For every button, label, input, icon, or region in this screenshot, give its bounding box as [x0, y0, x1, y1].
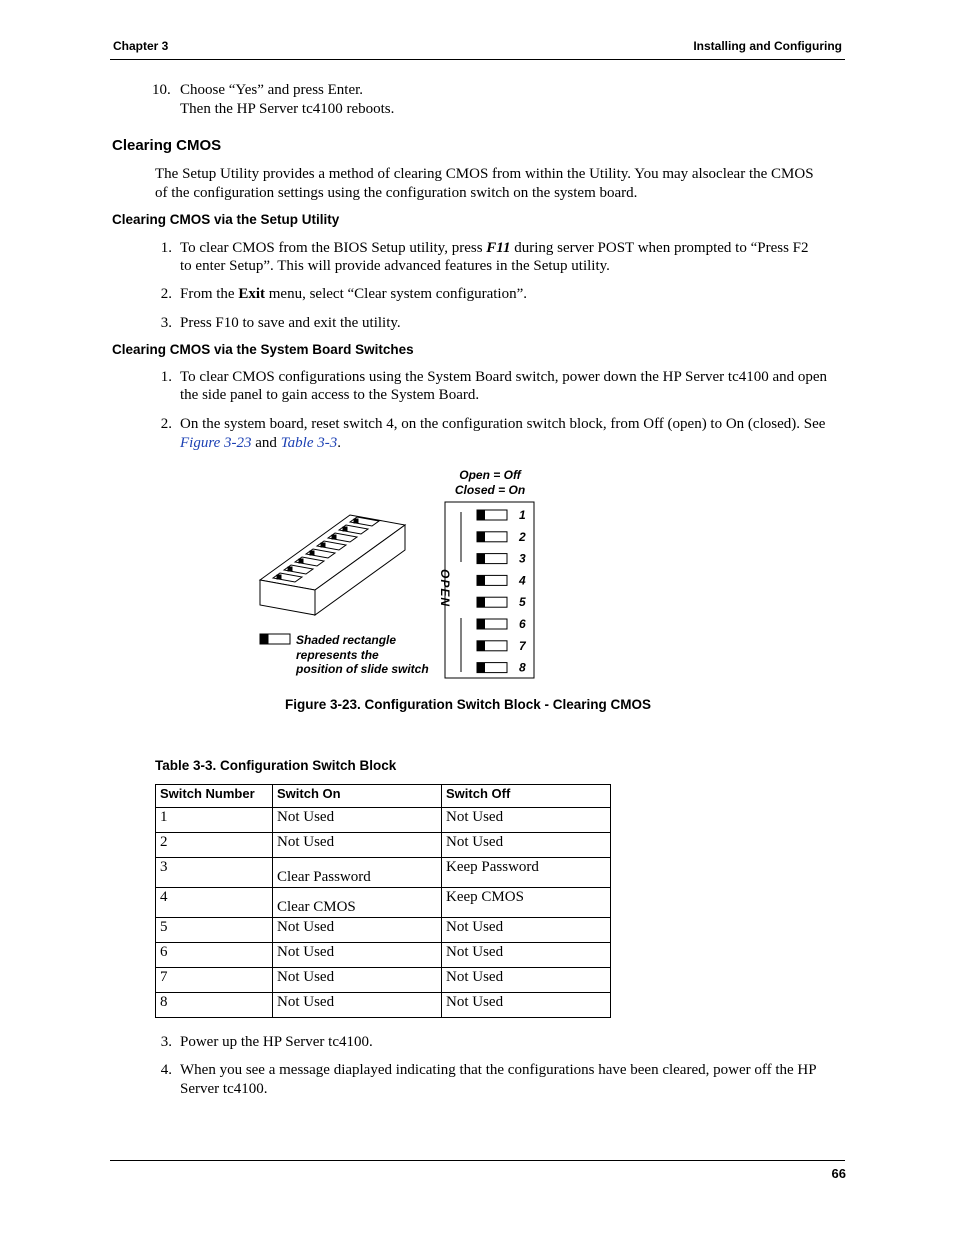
switch-number-label: 5: [519, 595, 526, 610]
switch-number-cell: 2: [156, 833, 273, 858]
switch-off-cell: Not Used: [442, 833, 611, 858]
column-header: Switch Off: [442, 785, 611, 808]
switch-on-cell: Not Used: [273, 833, 442, 858]
switch-number-label: 1: [519, 508, 526, 522]
step-text: Power up the HP Server tc4100.: [180, 1034, 373, 1050]
step-number: 1.: [160, 240, 172, 256]
step-text: to enter Setup”. This will provide advanced features in the Setup utility.: [180, 258, 610, 274]
step-text: Then the HP Server tc4100 reboots.: [180, 101, 395, 117]
step-number: 3.: [160, 1034, 172, 1050]
switch-off-cell: Not Used: [442, 918, 611, 943]
step-text: To clear CMOS from the BIOS Setup utility, press F11 during server POST when prompted to “Press F2: [180, 240, 809, 256]
switch-table: [155, 784, 611, 1018]
switch-number-cell: 7: [156, 968, 273, 993]
paragraph-line: The Setup Utility provides a method of clearing CMOS from within the Utility. You may alsoclear the CMOS: [155, 166, 814, 182]
switch-number-cell: 4: [156, 888, 273, 918]
step-text: From the Exit menu, select “Clear system configuration”.: [180, 286, 528, 302]
step-number: 2.: [160, 286, 172, 302]
step-text: the side panel to gain access to the System Board.: [180, 387, 480, 403]
switch-off-cell: Not Used: [442, 968, 611, 993]
switch-on-cell: Clear Password: [273, 858, 442, 888]
switch-number-cell: 3: [156, 858, 273, 888]
open-label: OPEN: [438, 569, 452, 608]
table-row: [156, 858, 611, 888]
switch-on-cell: Not Used: [273, 808, 442, 833]
table-row: [156, 943, 611, 968]
slide-switch-knob: [477, 641, 485, 651]
switch-legend: [445, 468, 535, 498]
section-heading: Clearing CMOS: [112, 137, 222, 154]
key-description: Shaded rectangle represents the position of slide switch: [296, 633, 429, 676]
key-name: F11: [486, 240, 511, 256]
legend-closed: Closed = On: [454, 483, 526, 497]
dip-switch-illustration: [260, 515, 405, 615]
switch-on-cell: Not Used: [273, 918, 442, 943]
figure-link[interactable]: Figure 3-23: [180, 435, 252, 451]
switch-off-cell: Not Used: [442, 808, 611, 833]
table-row: [156, 808, 611, 833]
step-text: On the system board, reset switch 4, on the configuration switch block, from Off (open) to On (closed). See: [180, 416, 826, 432]
switch-number-label: 2: [519, 529, 526, 544]
paragraph-line: of the configuration settings using the configuration switch on the system board.: [155, 185, 638, 201]
table-row: [156, 833, 611, 858]
switch-number-label: 6: [519, 617, 526, 631]
step-number: 4.: [160, 1062, 172, 1078]
step-number: 1.: [160, 369, 172, 385]
table-caption: Table 3-3. Configuration Switch Block: [155, 758, 397, 773]
switch-on-cell: Not Used: [273, 943, 442, 968]
switch-off-cell: Not Used: [442, 943, 611, 968]
subsection-heading: Clearing CMOS via the System Board Switches: [112, 342, 414, 357]
table-row: [156, 888, 611, 918]
step-number: 3.: [160, 315, 172, 331]
slide-switch-knob: [477, 510, 485, 520]
step-text: To clear CMOS configurations using the System Board switch, power down the HP Server tc4100 and open: [180, 369, 828, 385]
running-header-chapter: Chapter 3: [113, 39, 169, 53]
switch-number-label: 8: [519, 660, 526, 675]
switch-off-cell: Keep CMOS: [442, 888, 611, 918]
subsection-heading: Clearing CMOS via the Setup Utility: [112, 212, 340, 227]
step-text: Server tc4100.: [180, 1081, 268, 1097]
slide-switch-knob: [477, 554, 485, 564]
switch-on-cell: Not Used: [273, 968, 442, 993]
table-row: [156, 993, 611, 1018]
step-text: Press F10 to save and exit the utility.: [180, 315, 401, 331]
footer-rule: [110, 1160, 845, 1161]
switch-number-cell: 8: [156, 993, 273, 1018]
step-text: Figure 3-23 and Table 3-3.: [180, 435, 341, 451]
switch-off-cell: Not Used: [442, 993, 611, 1018]
switch-on-cell: Clear CMOS: [273, 888, 442, 918]
key-symbol: [260, 634, 290, 644]
switch-number-label: 7: [519, 638, 526, 653]
step-number: 2.: [160, 416, 172, 432]
switch-on-cell: Not Used: [273, 993, 442, 1018]
running-header-title: Installing and Configuring: [693, 39, 842, 53]
page-number: 66: [831, 1166, 846, 1181]
switch-off-cell: Keep Password: [442, 858, 611, 888]
table-link[interactable]: Table 3-3: [280, 435, 338, 451]
switch-number-cell: 5: [156, 918, 273, 943]
column-header: Switch Number: [156, 785, 273, 808]
header-rule: [110, 59, 845, 60]
slide-switch-knob: [477, 663, 485, 673]
slide-switch-knob: [477, 532, 485, 542]
slide-switch-knob: [477, 619, 485, 629]
slide-switch-knob: [477, 575, 485, 585]
switch-number-cell: 1: [156, 808, 273, 833]
step-text: Choose “Yes” and press Enter.: [180, 82, 364, 98]
figure-caption: Figure 3-23. Configuration Switch Block - Clearing CMOS: [285, 697, 652, 712]
table-header-row: [156, 785, 611, 808]
switch-number-label: 3: [519, 551, 526, 566]
switch-number-label: 4: [519, 573, 526, 588]
column-header: Switch On: [273, 785, 442, 808]
switch-number-cell: 6: [156, 943, 273, 968]
table-row: [156, 918, 611, 943]
table-row: [156, 968, 611, 993]
legend-open: Open = Off: [459, 468, 521, 482]
step-number: 10.: [152, 82, 171, 98]
slide-switch-knob: [477, 597, 485, 607]
step-text: When you see a message diaplayed indicating that the configurations have been cleared, power off the HP: [180, 1062, 817, 1078]
